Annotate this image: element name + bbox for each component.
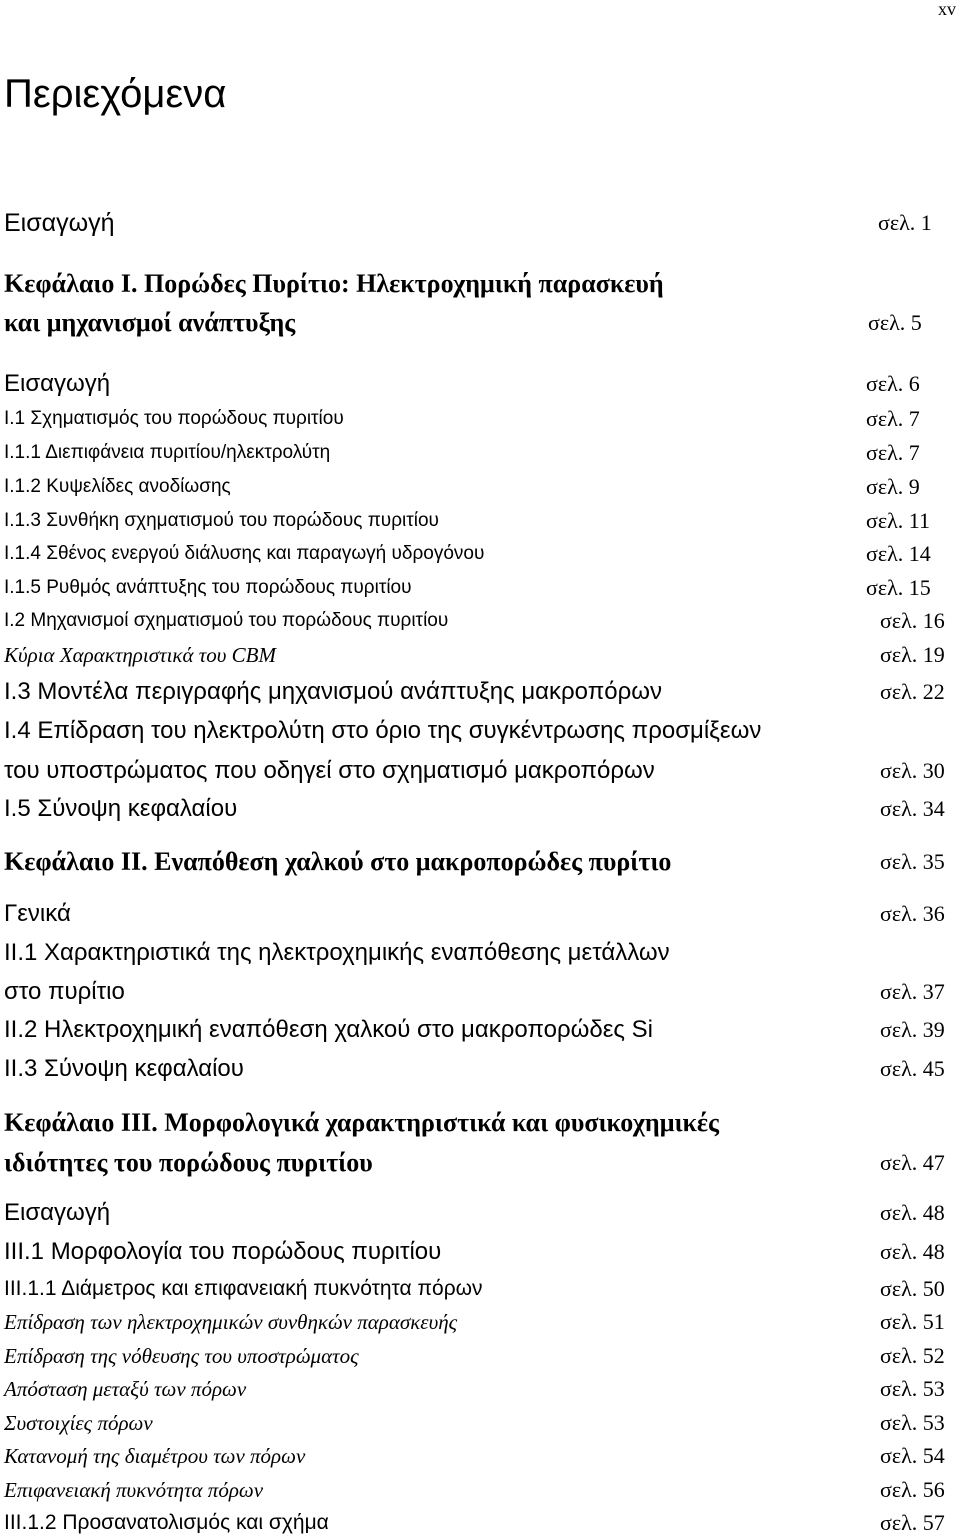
- toc-entry-label: ΙΙΙ.1 Μορφολογία του πορώδους πυριτίου: [4, 1238, 442, 1265]
- toc-entry: [4, 1237, 952, 1267]
- toc-entry-label: Συστοιχίες πόρων: [4, 1411, 153, 1435]
- page-title: Περιεχόμενα: [4, 72, 227, 116]
- toc-entry: [4, 1107, 952, 1139]
- toc-entry: [4, 977, 952, 1007]
- toc-entry-page: σελ. 7: [866, 406, 920, 431]
- toc-entry-page: σελ. 35: [880, 849, 945, 874]
- toc-entry-label: Επίδραση της νόθευσης του υποστρώματος: [4, 1344, 359, 1368]
- toc-entry-page: σελ. 36: [880, 901, 945, 926]
- toc-entry-label: του υποστρώματος που οδηγεί στο σχηματισμό μακροπόρων: [4, 757, 655, 784]
- toc-entry: [4, 1375, 952, 1403]
- toc-entry-label: Εισαγωγή: [4, 209, 115, 237]
- toc-entry-label: Ι.1.1 Διεπιφάνεια πυριτίου/ηλεκτρολύτη: [4, 442, 331, 463]
- toc-entry: [4, 1147, 952, 1179]
- toc-entry-label: Εισαγωγή: [4, 1199, 111, 1226]
- toc-entry-label: Ι.1.5 Ρυθμός ανάπτυξης του πορώδους πυριτίου: [4, 577, 412, 598]
- toc-entry: [4, 1476, 952, 1504]
- toc-entry-page: σελ. 15: [866, 575, 931, 600]
- toc-entry-label: Κύρια Χαρακτηριστικά του CBM: [4, 643, 277, 667]
- toc-entry: [4, 307, 952, 339]
- toc-entry: [4, 899, 952, 929]
- toc-entry-label: Ι.3 Μοντέλα περιγραφής μηχανισμού ανάπτυξης μακροπόρων: [4, 678, 662, 705]
- toc-entry-label: Κεφάλαιο ΙΙΙ. Μορφολογικά χαρακτηριστικά και φυσικοχημικές: [4, 1108, 720, 1137]
- toc-entry: [4, 1308, 952, 1336]
- toc-entry-page: σελ. 7: [866, 440, 920, 465]
- toc-entry-label: Επίδραση των ηλεκτροχημικών συνθηκών παρασκευής: [4, 1310, 458, 1334]
- toc-entry-label: στο πυρίτιο: [4, 978, 125, 1005]
- toc-entry-page: σελ. 48: [880, 1200, 945, 1225]
- toc-entry: [4, 508, 952, 534]
- toc-entry-page: σελ. 22: [880, 679, 945, 704]
- toc-entry-label: Κεφάλαιο ΙΙ. Εναπόθεση χαλκού στο μακροπορώδες πυρίτιο: [4, 847, 672, 876]
- toc-entry-label: Επιφανειακή πυκνότητα πόρων: [4, 1478, 264, 1502]
- toc-entry: [4, 938, 952, 968]
- toc-entry-page: σελ. 50: [880, 1276, 945, 1301]
- toc-entry-page: σελ. 52: [880, 1343, 945, 1368]
- toc-entry-label: Ι.1.4 Σθένος ενεργού διάλυσης και παραγωγή υδρογόνου: [4, 543, 485, 564]
- toc-entry-page: σελ. 9: [866, 474, 920, 499]
- toc-entry-page: σελ. 51: [880, 1309, 945, 1334]
- toc-entry-page: σελ. 48: [880, 1239, 945, 1264]
- toc-entry-label: ΙΙΙ.1.1 Διάμετρος και επιφανειακή πυκνότητα πόρων: [4, 1277, 483, 1300]
- toc-entry: [4, 369, 952, 399]
- toc-entry: [4, 406, 952, 432]
- toc-entry-page: σελ. 30: [880, 758, 945, 783]
- toc-entry-label: Απόσταση μεταξύ των πόρων: [4, 1377, 247, 1401]
- toc-entry-label: Κεφάλαιο Ι. Πορώδες Πυρίτιο: Ηλεκτροχημική παρασκευή: [4, 269, 664, 298]
- toc-entry: [4, 846, 952, 878]
- toc-entry-label: ΙΙ.2 Ηλεκτροχημική εναπόθεση χαλκού στο μακροπορώδες Si: [4, 1016, 653, 1043]
- toc-entry-page: σελ. 47: [880, 1150, 945, 1175]
- toc-entry-page: σελ. 54: [880, 1443, 945, 1468]
- toc-entry: [4, 794, 952, 824]
- toc-entry: [4, 474, 952, 500]
- toc-entry-page: σελ. 34: [880, 796, 945, 821]
- toc-entry-label: Ι.1 Σχηματισμός του πορώδους πυριτίου: [4, 408, 344, 429]
- toc-entry-page: σελ. 5: [868, 310, 922, 335]
- toc-entry-label: Ι.2 Μηχανισμοί σχηματισμού του πορώδους πυριτίου: [4, 610, 449, 631]
- toc-entry-label: ιδιότητες του πορώδους πυριτίου: [4, 1148, 373, 1177]
- toc-entry-page: σελ. 53: [880, 1376, 945, 1401]
- toc-entry: [4, 1509, 952, 1537]
- toc-entry: [4, 1275, 952, 1303]
- toc-entry: [4, 1198, 952, 1228]
- toc-entry-label: Εισαγωγή: [4, 370, 111, 397]
- toc-entry-label: Ι.4 Επίδραση του ηλεκτρολύτη στο όριο της συγκέντρωσης προσμίξεων: [4, 717, 762, 744]
- toc-entry-label: ΙΙ.3 Σύνοψη κεφαλαίου: [4, 1055, 244, 1082]
- toc-entry-page: σελ. 57: [880, 1510, 945, 1535]
- toc-entry: [4, 1442, 952, 1470]
- toc-entry: [4, 677, 952, 707]
- toc-entry-page: σελ. 14: [866, 541, 931, 566]
- toc-entry-page: σελ. 39: [880, 1017, 945, 1042]
- toc-entry: [4, 1054, 952, 1084]
- toc-entry: [4, 756, 952, 786]
- toc-entry: [4, 1409, 952, 1437]
- toc-entry-label: και μηχανισμοί ανάπτυξης: [4, 308, 296, 337]
- toc-entry-label: Ι.1.3 Συνθήκη σχηματισμού του πορώδους πυριτίου: [4, 510, 439, 531]
- toc-entry: [4, 608, 952, 634]
- toc-entry: [4, 575, 952, 601]
- toc-entry-label: Ι.1.2 Κυψελίδες ανοδίωσης: [4, 476, 231, 497]
- toc-entry-label: ΙΙΙ.1.2 Προσανατολισμός και σχήμα: [4, 1511, 329, 1534]
- toc-entry: [4, 1342, 952, 1370]
- toc-entry: [4, 268, 952, 300]
- toc-entry-page: σελ. 19: [880, 642, 945, 667]
- toc-entry-page: σελ. 37: [880, 979, 945, 1004]
- toc-entry: [4, 716, 952, 746]
- toc-entry: [4, 208, 952, 238]
- toc-entry-label: Γενικά: [4, 900, 71, 927]
- toc-entry-page: σελ. 53: [880, 1410, 945, 1435]
- toc-entry-page: σελ. 45: [880, 1056, 945, 1081]
- toc-entry-page: σελ. 16: [880, 608, 945, 633]
- toc-entry: [4, 642, 952, 668]
- page-number: xv: [938, 0, 956, 19]
- toc-entry-page: σελ. 1: [878, 210, 932, 235]
- toc-entry-label: Ι.5 Σύνοψη κεφαλαίου: [4, 795, 238, 822]
- toc-entry-page: σελ. 56: [880, 1477, 945, 1502]
- toc-entry: [4, 440, 952, 466]
- toc-entry-label: ΙΙ.1 Χαρακτηριστικά της ηλεκτροχημικής εναπόθεσης μετάλλων: [4, 939, 670, 966]
- toc-entry-label: Κατανομή της διαμέτρου των πόρων: [4, 1444, 306, 1468]
- toc-entry: [4, 1015, 952, 1045]
- toc-entry-page: σελ. 11: [866, 508, 930, 533]
- toc-entry-page: σελ. 6: [866, 371, 920, 396]
- toc-entry: [4, 541, 952, 567]
